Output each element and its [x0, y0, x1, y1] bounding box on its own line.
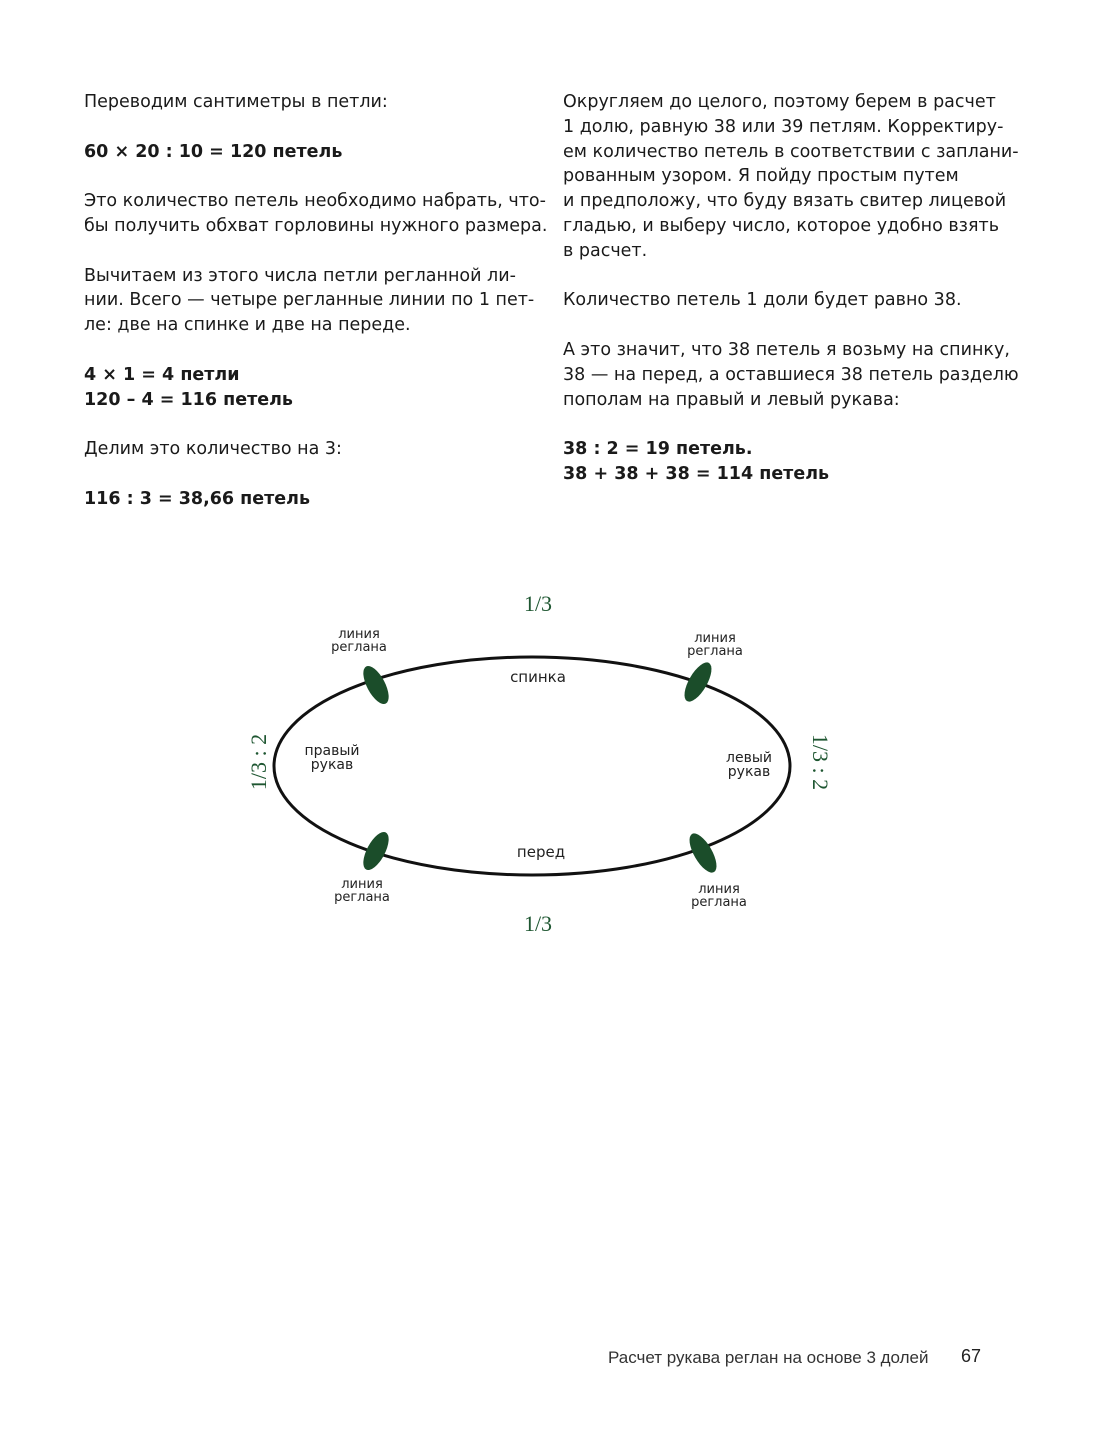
text-line: 38 : 2 = 19 петель. — [563, 439, 753, 460]
text-line: и предположу, что буду вязать свитер лицевой — [563, 191, 1007, 212]
text-line: Округляем до целого, поэтому берем в расчет — [563, 92, 996, 112]
raglan-label-br-1: линия — [698, 882, 740, 897]
right-sleeve-label-2: рукав — [310, 757, 354, 773]
text-line: 38 + 38 + 38 = 114 петель — [563, 463, 830, 484]
formula — [84, 363, 534, 413]
paragraph: Делим это количество на 3: — [84, 439, 342, 460]
footer-title: Расчет рукава реглан на основе 3 долей — [608, 1348, 929, 1367]
raglan-label-br-2: реглана — [691, 895, 747, 910]
text-line: нии. Всего — четыре регланные линии по 1 пет- — [84, 290, 535, 311]
bottom-fraction: 1/3 — [523, 911, 553, 936]
left-column — [84, 90, 548, 536]
right-fraction: 1/3 : 2 — [808, 733, 833, 791]
text-line: бы получить обхват горловины нужного размера. — [84, 215, 548, 236]
text-line: 4 × 1 = 4 петли — [84, 364, 240, 385]
back-label: спинка — [510, 668, 566, 686]
front-label: перед — [516, 843, 566, 861]
text-line: 120 – 4 = 116 петель — [84, 389, 293, 410]
top-fraction: 1/3 — [523, 591, 553, 616]
formula: 60 × 20 : 10 = 120 петель — [84, 141, 343, 162]
text-line: 38 — на перед, а оставшиеся 38 петель разделю — [563, 364, 1019, 385]
text-line: пополам на правый и левый рукава: — [563, 389, 900, 410]
paragraph — [563, 90, 1019, 264]
text-line: рованным узором. Я пойду простым путем — [563, 166, 959, 187]
raglan-marker-top-right — [679, 658, 717, 705]
paragraph: Переводим сантиметры в петли: — [84, 92, 388, 112]
raglan-marker-bottom-left — [358, 828, 394, 874]
formula: 116 : 3 = 38,66 петель — [84, 488, 311, 509]
paragraph — [563, 338, 1019, 412]
text-line: Это количество петель необходимо набрать, что- — [84, 191, 546, 212]
raglan-label-tl-2: реглана — [331, 640, 387, 655]
page-number: 67 — [961, 1346, 982, 1366]
right-sleeve-label-1: правый — [304, 743, 360, 759]
raglan-label-tr-2: реглана — [687, 644, 743, 659]
raglan-label-bl-1: линия — [341, 877, 383, 892]
text-line: гладью, и выберу число, которое удобно взять — [563, 215, 1000, 236]
raglan-label-tl-1: линия — [338, 627, 380, 642]
text-line: в расчет. — [563, 240, 648, 261]
left-sleeve-label-2: рукав — [727, 764, 771, 780]
text-line: 1 долю, равную 38 или 39 петлям. Корректиру- — [563, 116, 1004, 137]
paragraph: Количество петель 1 доли будет равно 38. — [563, 290, 962, 311]
text-line: А это значит, что 38 петель я возьму на спинку, — [563, 339, 1010, 360]
left-sleeve-label-1: левый — [726, 750, 772, 766]
left-fraction: 1/3 : 2 — [246, 733, 271, 791]
formula — [563, 437, 1013, 487]
right-column — [563, 90, 1019, 512]
raglan-label-bl-2: реглана — [334, 890, 390, 905]
text-line: ем количество петель в соответствии с заплани- — [563, 141, 1019, 162]
paragraph — [84, 264, 534, 338]
text-line: Вычитаем из этого числа петли регланной ли- — [84, 265, 516, 286]
paragraph — [84, 189, 548, 239]
raglan-label-tr-1: линия — [694, 631, 736, 646]
raglan-diagram — [0, 570, 1107, 950]
text-line: ле: две на спинке и две на переде. — [84, 315, 411, 336]
